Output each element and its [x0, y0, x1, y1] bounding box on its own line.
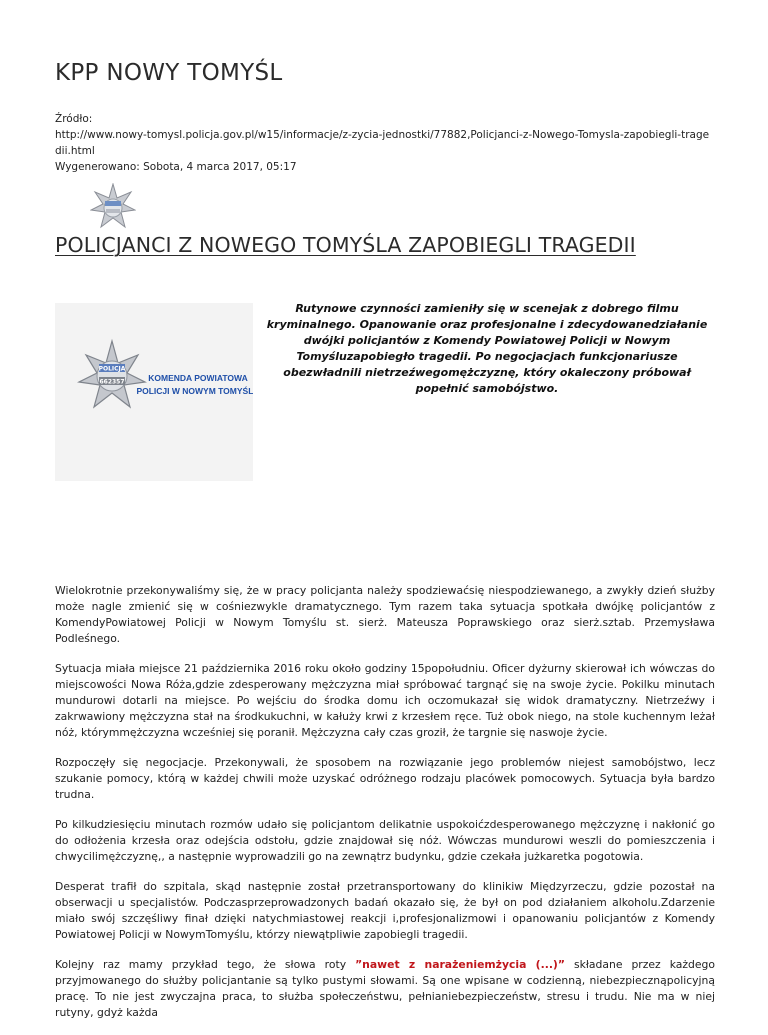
- source-url[interactable]: http://www.nowy-tomysl.policja.gov.pl/w15/informacje/z-zycia-jednostki/77882,Policjanci-z-Nowego-Tomysla-zapobiegli-tragedii.html: [55, 129, 710, 157]
- oath-quote: ”nawet z narażeniemżycia (...)”: [355, 958, 565, 971]
- article-body: [55, 583, 715, 1035]
- article-lead: Rutynowe czynności zamieniły się w scenejak z dobrego filmu kryminalnego. Opanowanie oraz profesjonalne i zdecydowanedziałanie dwójki policjantów z Komendy Powiatowej Policji w Nowym Tomyśluzapobiegło tragedii. Po negocjacjach funkcjonariusze obezwładnili nietrzeźwegomężczyznę, który okaleczony próbował popełnić samobójstwo.: [266, 302, 708, 395]
- site-title: KPP NOWY TOMYŚL: [55, 60, 283, 86]
- paragraph-last: [55, 957, 715, 1021]
- paragraph: Rozpoczęły się negocjacje. Przekonywali, że sposobem na rozwiązanie jego problemów niejest samobójstwo, lecz szukanie pomocy, którą w każdej chwili może uzyskać odróżnego rodzaju placówek pomocowych. Sytuacja była bardzo trudna.: [55, 756, 715, 801]
- paragraph: Desperat trafił do szpitala, skąd następnie został przetransportowany do klinikiw Międzyrzeczu, gdzie pozostał na obserwacji u specjalistów. Podczasprzeprowadzonych badań okazało się, że był on pod działaniem alkoholu.Zdarzenie miało swój szczęśliwy finał dzięki natychmiastowej reakcji i,profesjonalizmowi i opanowaniu policjantów z Komendy Powiatowej Policji w NowymTomyślu, którzy niewątpliwie zapobiegli tragedii.: [55, 880, 715, 941]
- badge-police-text: POLICJA: [98, 365, 126, 373]
- paragraph-text: Kolejny raz mamy przykład tego, że słowa roty: [55, 958, 356, 971]
- paragraph: Po kilkudziesięciu minutach rozmów udało się policjantom delikatnie uspokoićzdesperowanego mężczyznę i nakłonić go do odłożenia krzesła oraz odejścia odstołu, gdzie znajdował się nóż. Wówczas mundurowi weszli do pomieszczenia i chwycilimężczyznę,, a następnie wyprowadzili go na zewnątrz budynku, gdzie czekała jużkaretka pogotowia.: [55, 818, 715, 863]
- source-meta: [55, 111, 715, 175]
- komenda-logo-image: [55, 303, 253, 481]
- generated-date: Wygenerowano: Sobota, 4 marca 2017, 05:17: [55, 161, 297, 173]
- logo-line-1: KOMENDA POWIATOWA: [148, 373, 248, 383]
- police-star-icon: [90, 183, 136, 231]
- logo-line-2: POLICJI W NOWYM TOMYŚLU: [136, 386, 253, 396]
- komenda-logo-graphic: [55, 303, 253, 481]
- paragraph: Sytuacja miała miejsce 21 października 2016 roku około godziny 15popołudniu. Oficer dyżurny skierował ich wówczas do miejscowości Nowa Róża,gdzie zdesperowany mężczyzna miał spróbować targnąć się na swoje życie. Pokilku minutach mundurowi dotarli na miejsce. Po wejściu do środka domu ich oczomukazał się widok dramatyczny. Nietrzeźwy i zakrwawiony mężczyzna stał na środkukuchni, w kałuży krwi z krzesłem ręce. Tuż obok niego, na stole kuchennym leżał nóż, którymmężczyzna wcześniej się poranił. Mężczyzna cały czas groził, że targnie się naswoje życie.: [55, 662, 715, 739]
- paragraph-text: składane przez każdego przyjmowanego do służby policjantanie są tylko pustymi słowami. Są one wpisane w codzienną, niebezpiecznąpolicyjną pracę. To nie jest zwyczajna praca, to służba społeczeństwu, pełnianiebezpieczeństw, stresu i trudu. Nie ma w niej rutyny, gdyż każda: [55, 958, 716, 1019]
- badge-number: 662357: [99, 378, 125, 386]
- article-title: POLICJANCI Z NOWEGO TOMYŚLA ZAPOBIEGLI TRAGEDII: [55, 233, 636, 257]
- paragraph: Wielokrotnie przekonywaliśmy się, że w pracy policjanta należy spodziewaćsię niespodziewanego, a zwykły dzień służby może nagle zmienić się w cośniezwykle dramatycznego. Tym razem taka sytuacja spotkała dwójkę policjantów z KomendyPowiatowej Policji w Nowym Tomyślu st. sierż. Mateusza Poprawskiego oraz sierż.sztab. Przemysława Podleśnego.: [55, 584, 715, 645]
- source-label: Źródło:: [55, 113, 93, 125]
